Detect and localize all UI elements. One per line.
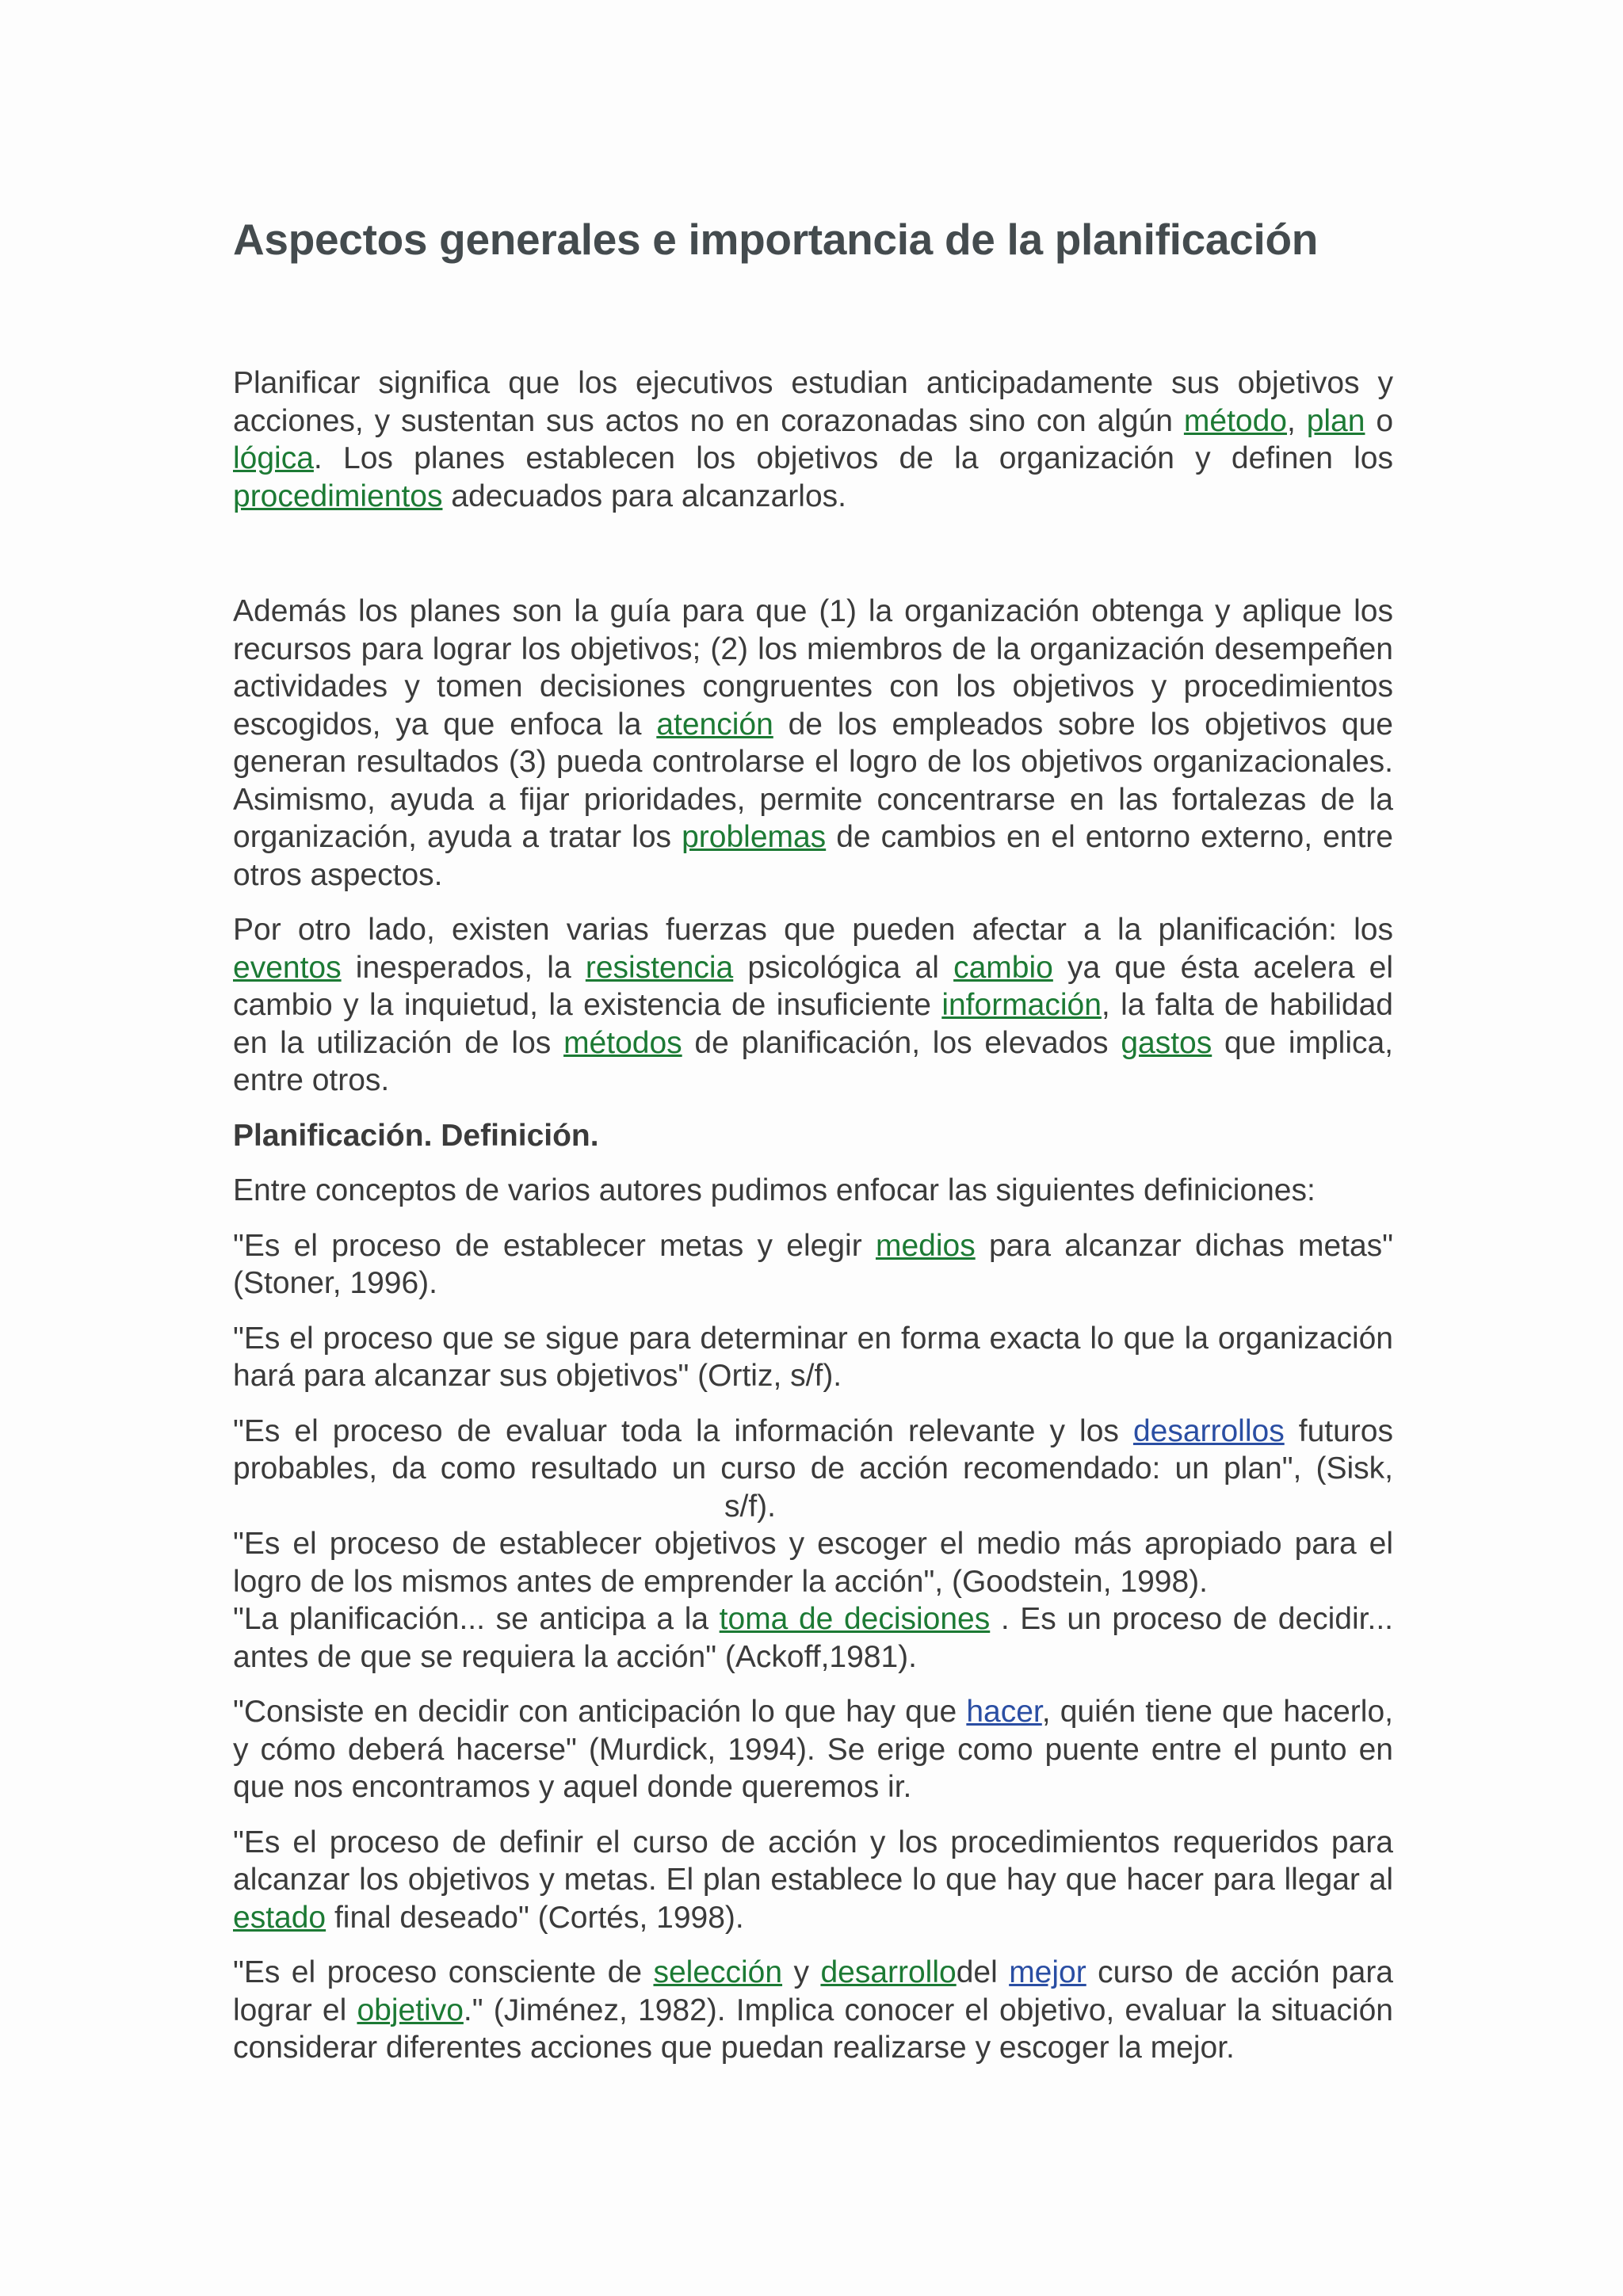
text-segment: "Es el proceso consciente de bbox=[233, 1955, 654, 1989]
link-desarrollos[interactable]: desarrollos bbox=[1132, 1413, 1285, 1448]
text-segment: de cambios en el entorno externo, entre otros aspectos. bbox=[233, 820, 1393, 892]
paragraph-plan-benefits bbox=[233, 593, 1393, 894]
link-medios[interactable]: medios bbox=[875, 1228, 976, 1263]
link-metodo[interactable]: método bbox=[1183, 403, 1287, 438]
text-segment: inesperados, la bbox=[341, 950, 586, 985]
link-seleccion[interactable]: selección bbox=[653, 1955, 783, 1989]
page-title: Aspectos generales e importancia de la planificación bbox=[233, 215, 1319, 264]
quote-murdick bbox=[233, 1693, 1393, 1806]
section-heading: Planificación. Definición. bbox=[233, 1118, 599, 1153]
text-segment: . Es un proceso de decidir... antes de que se requiera la acción" (Ackoff,1981). bbox=[233, 1602, 1393, 1674]
link-desarrollo[interactable]: desarrollo bbox=[820, 1955, 957, 1989]
paragraph-authors-intro: Entre conceptos de varios autores pudimos enfocar las siguientes definiciones: bbox=[233, 1173, 1316, 1207]
text-segment: de los empleados sobre los objetivos que generan resultados (3) pueda controlarse el logro de los objetivos organizacionales. Asimismo, ayuda a fijar prioridades, permite concentrarse en las fortalezas de la organización, ayuda a tratar los bbox=[233, 707, 1393, 854]
quote-cortes bbox=[233, 1824, 1393, 1937]
text-segment: , quién tiene que hacerlo, y cómo deberá hacerse" (Murdick, 1994). Se erige como puente entre el punto en que nos encontramos y aquel donde queremos ir. bbox=[233, 1695, 1393, 1804]
text-segment: "La planificación... se anticipa a la bbox=[233, 1602, 720, 1636]
text-segment: Además los planes son la guía para que (1) la organización obtenga y aplique los recursos para lograr los objetivos; (2) los miembros de la organización desempeñen actividades y tomen decisiones congruentes con los objetivos y procedimientos escogidos, ya que enfoca la bbox=[233, 594, 1393, 742]
quote-stoner bbox=[233, 1227, 1393, 1302]
text-segment: y bbox=[782, 1955, 821, 1989]
quote-sisk bbox=[233, 1413, 1393, 1526]
text-segment: ." (Jiménez, 1982). Implica conocer el objetivo, evaluar la situación considerar diferentes acciones que puedan realizarse y escoger la mejor. bbox=[233, 1993, 1393, 2065]
text-segment: que implica, entre otros. bbox=[233, 1025, 1394, 1097]
link-objetivo[interactable]: objetivo bbox=[357, 1993, 464, 2027]
text-segment: "Es el proceso de establecer metas y elegir bbox=[233, 1228, 876, 1263]
link-cambio[interactable]: cambio bbox=[953, 950, 1053, 985]
paragraph-forces bbox=[233, 911, 1393, 1100]
link-toma-de-decisiones[interactable]: toma de decisiones bbox=[719, 1602, 991, 1636]
quote-ortiz: "Es el proceso que se sigue para determinar en forma exacta lo que la organización hará para alcanzar sus objetivos" (Ortiz, s/f). bbox=[233, 1321, 1393, 1393]
text-segment: final deseado" (Cortés, 1998). bbox=[326, 1900, 744, 1935]
text-segment: Por otro lado, existen varias fuerzas que pueden afectar a la planificación: los bbox=[233, 913, 1393, 947]
link-hacer[interactable]: hacer bbox=[966, 1695, 1042, 1729]
link-gastos[interactable]: gastos bbox=[1121, 1025, 1212, 1060]
text-segment: para alcanzar dichas metas" (Stoner, 1996). bbox=[233, 1228, 1393, 1300]
quote-ackoff bbox=[233, 1600, 1393, 1676]
text-segment: "Es el proceso de definir el curso de acción y los procedimientos requeridos para alcanzar los objetivos y metas. El plan establece lo que hay que hacer para llegar al bbox=[233, 1825, 1393, 1897]
quote-goodstein: "Es el proceso de establecer objetivos y escoger el medio más apropiado para el logro de los mismos antes de emprender la acción", (Goodstein, 1998). bbox=[233, 1527, 1393, 1599]
link-informacion[interactable]: información bbox=[941, 988, 1102, 1022]
text-segment: "Consiste en decidir con anticipación lo que hay que bbox=[233, 1695, 967, 1729]
text-segment: , la falta de habilidad en la utilización de los bbox=[233, 988, 1393, 1060]
text-segment: Planificar significa que los ejecutivos estudian anticipadamente sus objetivos y acciones, y sustentan sus actos no en corazonadas sino con algún bbox=[233, 366, 1393, 438]
link-plan[interactable]: plan bbox=[1306, 403, 1365, 438]
link-procedimientos[interactable]: procedimientos bbox=[233, 479, 443, 513]
text-segment: o bbox=[1365, 403, 1394, 438]
text-segment: ya que ésta acelera el cambio y la inquietud, la existencia de insuficiente bbox=[233, 950, 1393, 1022]
paragraph-definition-intro bbox=[233, 364, 1393, 515]
text-segment: adecuados para alcanzarlos. bbox=[442, 479, 846, 513]
text-segment: . Los planes establecen los objetivos de la organización y definen los bbox=[313, 441, 1393, 475]
link-eventos[interactable]: eventos bbox=[233, 950, 342, 985]
text-segment: s/f). bbox=[724, 1489, 776, 1524]
link-mejor[interactable]: mejor bbox=[1009, 1955, 1086, 1989]
quote-jimenez bbox=[233, 1954, 1393, 2067]
link-metodos[interactable]: métodos bbox=[563, 1025, 682, 1060]
document-page bbox=[233, 208, 1393, 2084]
text-segment: de planificación, los elevados bbox=[682, 1025, 1121, 1060]
text-segment: , bbox=[1286, 403, 1307, 438]
link-resistencia[interactable]: resistencia bbox=[585, 950, 734, 985]
link-estado[interactable]: estado bbox=[233, 1900, 327, 1935]
text-segment: curso de acción para lograr el bbox=[233, 1955, 1393, 2027]
link-logica[interactable]: lógica bbox=[233, 441, 314, 475]
text-segment: futuros probables, da como resultado un curso de acción recomendado: un plan", (Sisk, bbox=[233, 1413, 1393, 1486]
link-atencion[interactable]: atención bbox=[656, 707, 773, 742]
text-segment: del bbox=[956, 1955, 1010, 1989]
link-problemas[interactable]: problemas bbox=[682, 820, 827, 854]
text-segment: psicológica al bbox=[733, 950, 954, 985]
text-segment: "Es el proceso de evaluar toda la información relevante y los bbox=[233, 1413, 1133, 1448]
